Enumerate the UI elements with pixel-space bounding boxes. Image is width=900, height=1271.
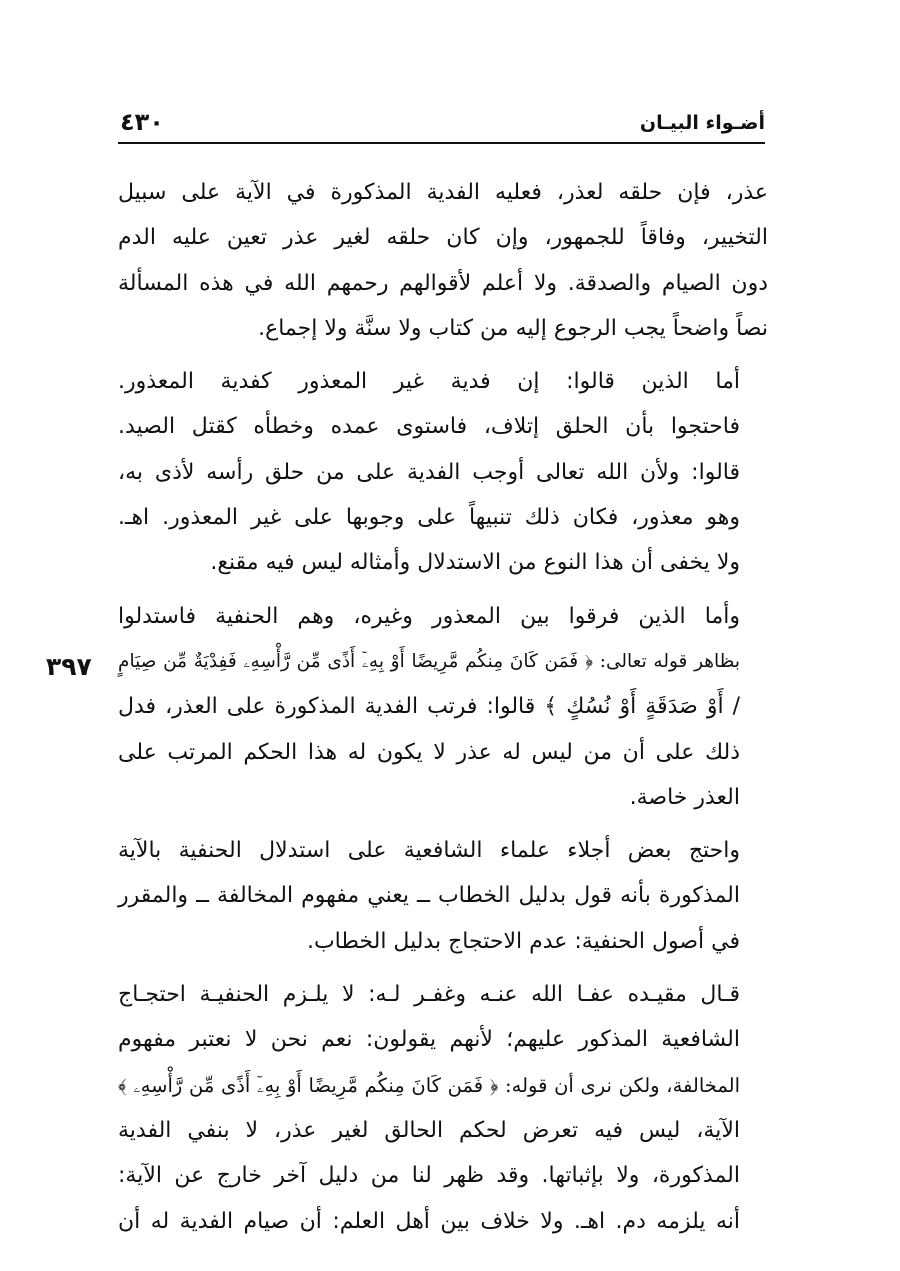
text-line: العذر خاصة. (629, 784, 740, 810)
text-line: التخيير، وفاقاً للجمهور، وإن كان حلقه لغير عذر تعين عليه الدم (118, 225, 768, 251)
text-line: المذكورة، ولا بإثباتها. وقد ظهر لنا من دليل آخر خارج عن الآية: (118, 1163, 740, 1189)
text-line: وهو معذور، فكان ذلك تنبيهاً على وجوبها على غير المعذور. اهـ. (118, 505, 740, 531)
text-line: ولا يخفى أن هذا النوع من الاستدلال وأمثاله ليس فيه مقنع. (210, 550, 740, 576)
text-line: الآية، ليس فيه تعرض لحكم الحالق لغير عذر، لا بنفي الفدية (118, 1117, 740, 1143)
paragraph-2 (118, 359, 768, 585)
text-line: واحتج بعض أجلاء علماء الشافعية على استدلال الحنفية بالآية (118, 838, 740, 864)
text-line: الشافعية المذكور عليهم؛ لأنهم يقولون: نعم نحن لا نعتبر مفهوم (118, 1027, 740, 1053)
text-line: المذكورة بأنه قول بدليل الخطاب ــ يعني مفهوم المخالفة ــ والمقرر (118, 883, 740, 909)
main-text (118, 170, 768, 1252)
text-line: أما الذين قالوا: إن فدية غير المعذور كفدية المعذور. (118, 369, 740, 395)
margin-page-reference: ٣٩٧ (46, 652, 92, 681)
quran-verse-line: المخالفة، ولكن نرى أن قوله: ﴿ فَمَن كَانَ مِنكُم مَّرِيضًا أَوْ بِهِۦٓ أَذًى مِّن رَّأْسِهِۦ ﴾ (118, 1073, 740, 1097)
text-line: في أصول الحنفية: عدم الاحتجاج بدليل الخطاب. (306, 928, 740, 954)
text-line: ذلك على أن من ليس له عذر لا يكون له هذا الحكم المرتب على (118, 739, 740, 765)
text-line: قـال مقيـده عفـا الله عنـه وغفـر لـه: لا يلـزم الحنفيـة احتجـاج (118, 982, 740, 1008)
text-line: وأما الذين فرقوا بين المعذور وغيره، وهم الحنفية فاستدلوا (118, 603, 740, 629)
page-header (118, 108, 765, 144)
text-line: عذر، فإن حلقه لعذر، فعليه الفدية المذكورة في الآية على سبيل (118, 180, 768, 205)
text-line: أنه يلزمه دم. اهـ. ولا خلاف بين أهل العلم: أن صيام الفدية له أن (118, 1208, 740, 1234)
text-line: دون الصيام والصدقة. ولا أعلم لأقوالهم رحمهم الله في هذه المسألة (118, 270, 768, 296)
text-line: / أَوْ صَدَقَةٍ أَوْ نُسُكٍ ﴾ قالوا: فرتب الفدية المذكورة على العذر، فدل (118, 694, 740, 720)
paragraph-3 (118, 594, 768, 820)
text-line: قالوا: ولأن الله تعالى أوجب الفدية على من حلق رأسه لأذى به، (118, 459, 740, 485)
paragraph-1 (118, 170, 768, 351)
paragraph-4 (118, 828, 768, 964)
quran-verse-line: بظاهر قوله تعالى: ﴿ فَمَن كَانَ مِنكُم مَّرِيضًا أَوْ بِهِۦٓ أَذًى مِّن رَّأْسِهِۦ فَفِدْيَةٌ مِّن صِيَامٍ (118, 650, 740, 672)
paragraph-5 (118, 972, 768, 1244)
text-line: نصاً واضحاً يجب الرجوع إليه من كتاب ولا سنَّة ولا إجماع. (258, 315, 768, 341)
running-title: أضـواء البيـان (639, 112, 765, 134)
page-number: ٤٣٠ (120, 108, 164, 136)
text-line: فاحتجوا بأن الحلق إتلاف، فاستوى عمده وخطأه كقتل الصيد. (118, 414, 740, 440)
